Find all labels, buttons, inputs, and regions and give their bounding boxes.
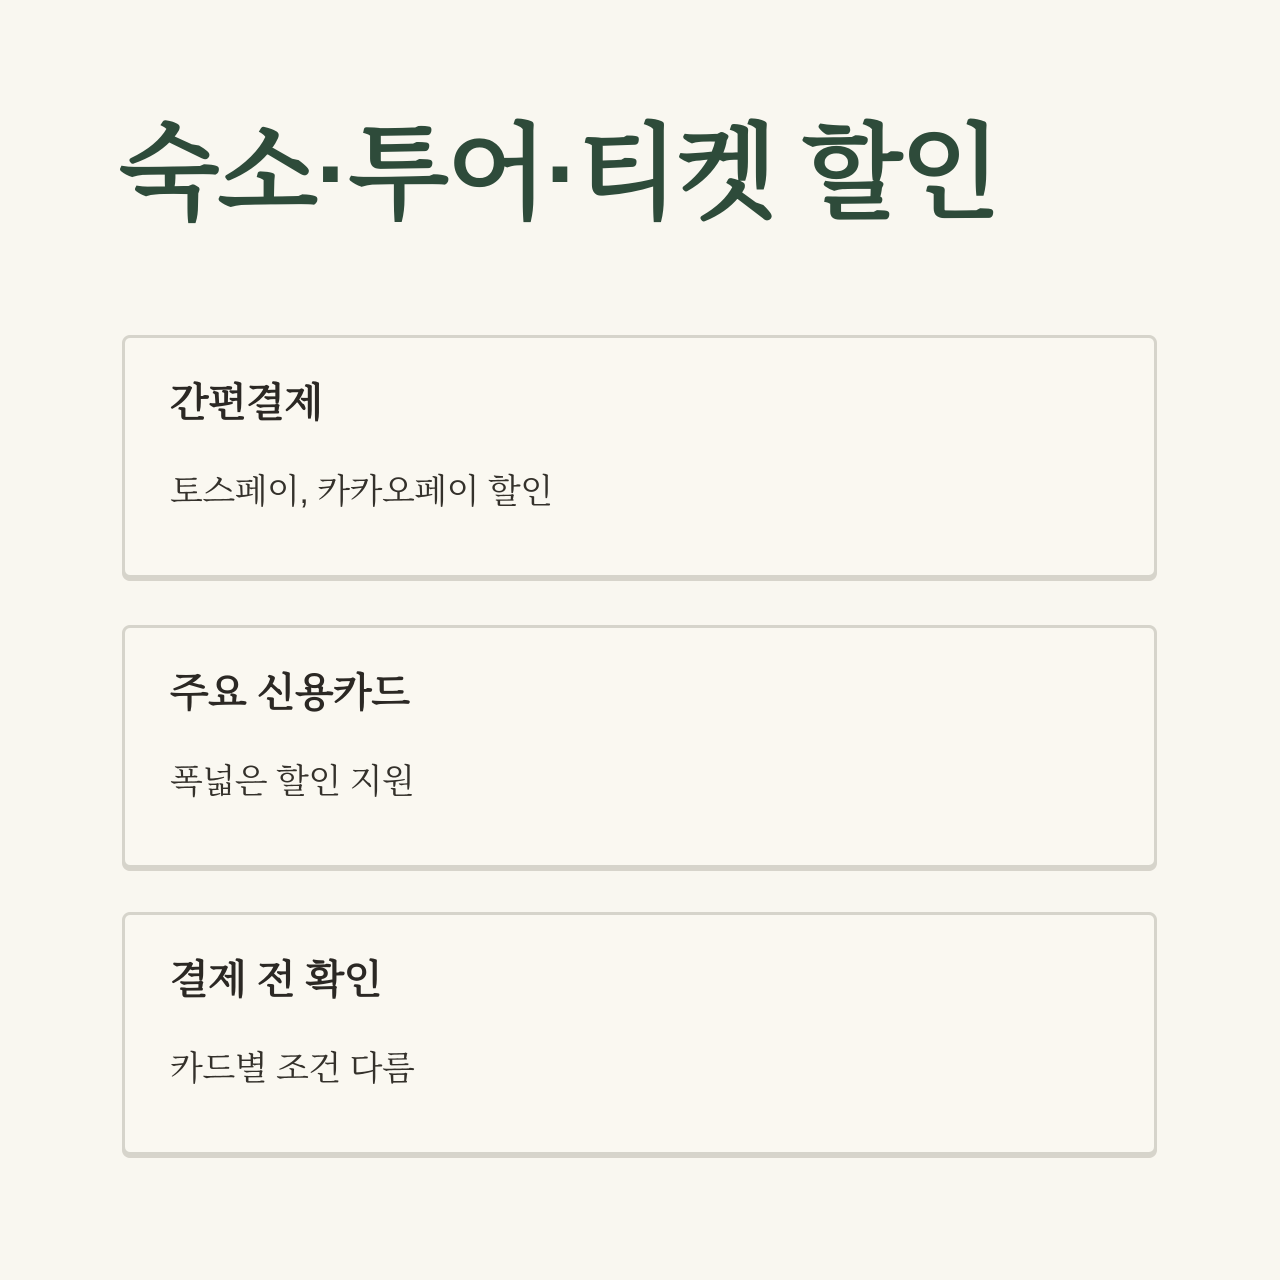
- card-subtitle-check-before-payment: 카드별 조건 다름: [170, 1050, 415, 1088]
- card-subtitle-major-credit-cards: 폭넓은 할인 지원: [170, 763, 415, 801]
- card-title-major-credit-cards: 주요 신용카드: [170, 671, 410, 715]
- page-title: 숙소·투어·티켓 할인: [119, 116, 999, 232]
- card-major-credit-cards: [122, 625, 1157, 868]
- card-title-check-before-payment: 결제 전 확인: [170, 958, 382, 1002]
- card-check-before-payment: [122, 912, 1157, 1155]
- card-subtitle-simple-payment: 토스페이, 카카오페이 할인: [170, 473, 553, 511]
- card-title-simple-payment: 간편결제: [170, 381, 323, 425]
- card-simple-payment: [122, 335, 1157, 578]
